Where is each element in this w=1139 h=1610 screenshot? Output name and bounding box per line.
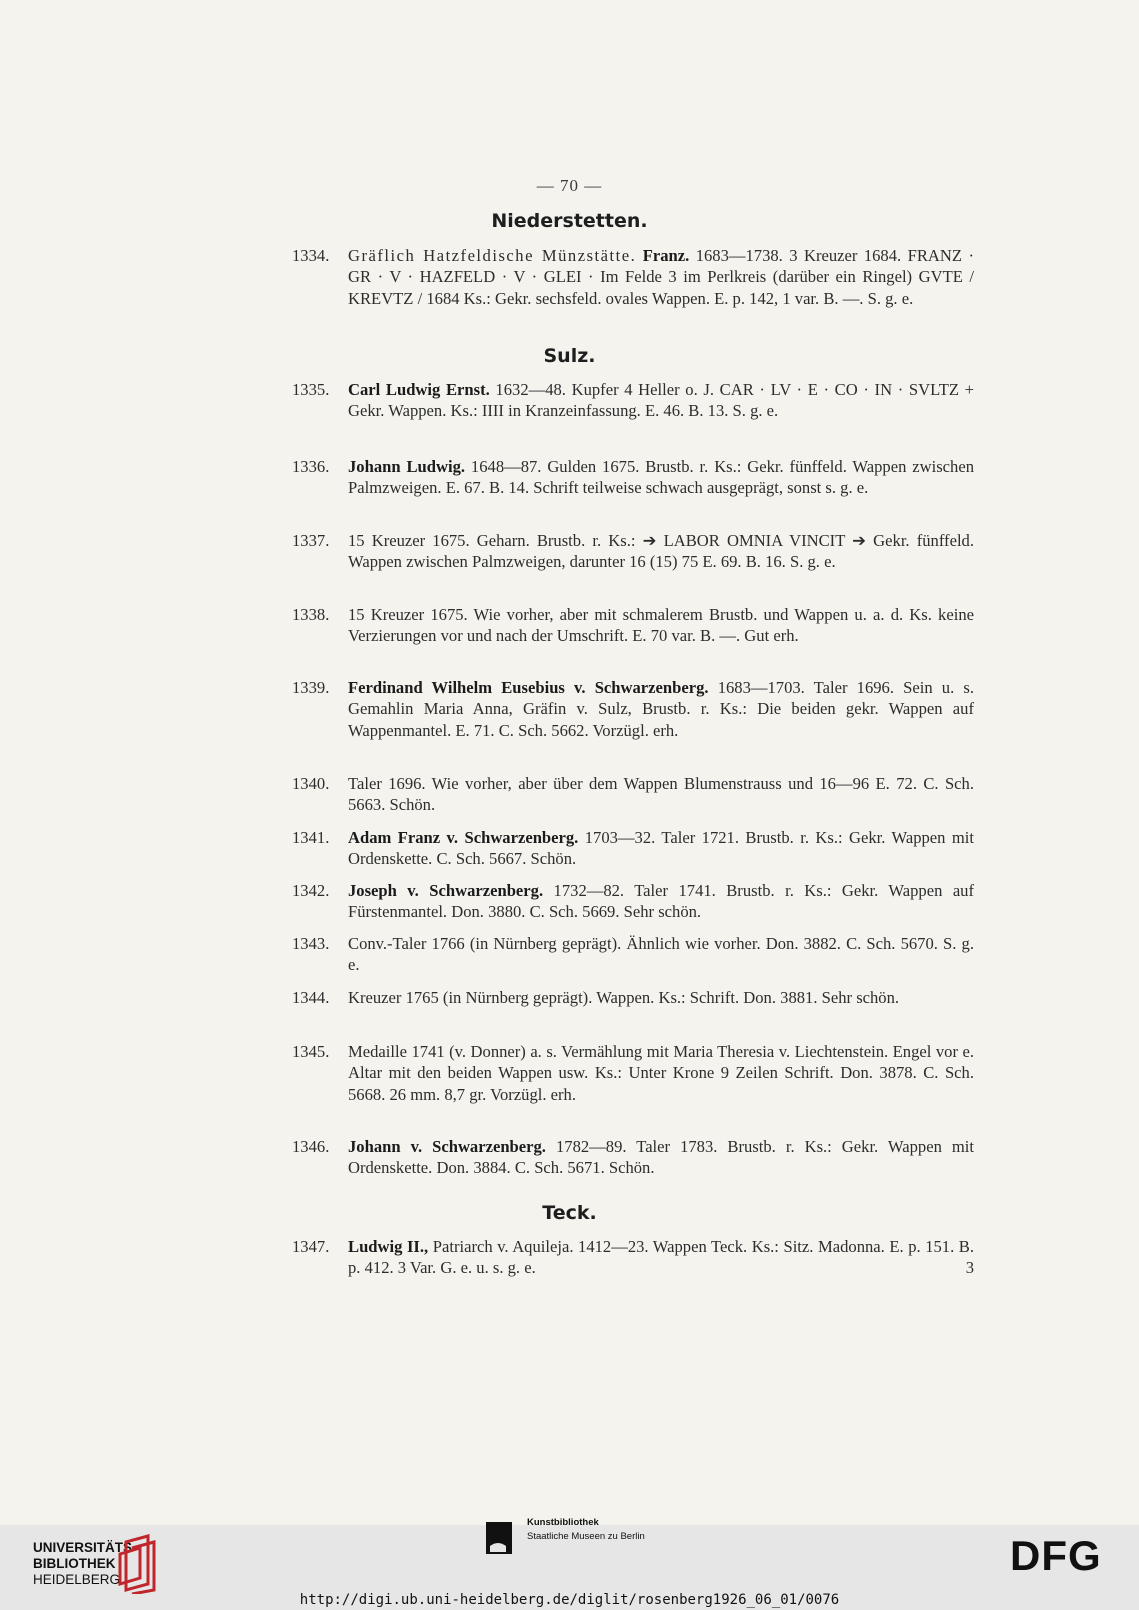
entry-number: 1342. xyxy=(292,881,330,900)
kb-line-2: Staatliche Museen zu Berlin xyxy=(527,1531,645,1542)
ub-line-3: HEIDELBERG xyxy=(33,1572,121,1587)
section-heading-sulz: Sulz. xyxy=(543,345,596,367)
entry-description: 1632—48. Kupfer 4 Heller o. J. CAR · LV · E · CO · IN · SVLTZ + Gekr. Wappen. Ks.: IIII in Kranzeinfassung. E. 46. B. 13. S. g. e. xyxy=(348,380,974,421)
entry-ruler: Johann Ludwig. xyxy=(348,457,466,476)
ub-line-1: UNIVERSITÄTS- xyxy=(33,1540,137,1555)
entry-number: 1346. xyxy=(292,1137,330,1156)
dfg-logo: DFG xyxy=(1010,1532,1102,1579)
kunstbibliothek-text xyxy=(527,1516,645,1544)
entry-name: Gräflich Hatzfeldische Münzstätte. xyxy=(348,246,637,265)
catalog-entry-1339 xyxy=(292,677,974,741)
ub-line-2: BIBLIOTHEK xyxy=(33,1556,116,1571)
entry-plate-number: 3 xyxy=(965,1258,974,1278)
catalog-entry-1341 xyxy=(292,827,974,870)
catalog-entry-1346 xyxy=(292,1136,974,1179)
catalog-entry-1334 xyxy=(292,245,974,309)
entry-ruler: Adam Franz v. Schwarzenberg. xyxy=(348,828,579,847)
entry-number: 1340. xyxy=(292,774,330,793)
catalog-entry-1335 xyxy=(292,379,974,422)
entry-ruler: Ludwig II., xyxy=(348,1237,429,1256)
entry-number: 1341. xyxy=(292,828,330,847)
section-heading-teck: Teck. xyxy=(542,1202,597,1224)
entry-number: 1334. xyxy=(292,246,330,265)
entry-number: 1343. xyxy=(292,934,330,953)
entry-number: 1345. xyxy=(292,1042,330,1061)
entry-ruler: Franz. xyxy=(642,246,690,265)
page-number: — 70 — xyxy=(536,176,603,195)
kb-line-1: Kunstbibliothek xyxy=(527,1517,599,1528)
entry-ruler: Johann v. Schwarzenberg. xyxy=(348,1137,546,1156)
entry-description: Taler 1696. Wie vorher, aber über dem Wappen Blumenstrauss und 16—96 E. 72. C. Sch. 5663. Schön. xyxy=(348,774,974,815)
permalink-url[interactable]: http://digi.ub.uni-heidelberg.de/diglit/rosenberg1926_06_01/0076 xyxy=(299,1592,840,1608)
section-heading-niederstetten: Niederstetten. xyxy=(491,210,648,232)
entry-number: 1336. xyxy=(292,457,330,476)
entry-number: 1338. xyxy=(292,605,330,624)
entry-number: 1347. xyxy=(292,1237,330,1256)
entry-description: 1648—87. Gulden 1675. Brustb. r. Ks.: Gekr. fünffeld. Wappen zwischen Palmzweigen. E. 67. B. 14. Schrift teilweise schwach ausgeprägt, sonst s. g. e. xyxy=(348,457,975,498)
entry-description: 1683—1738. 3 Kreuzer 1684. FRANZ · GR · V · HAZFELD · V · GLEI · Im Felde 3 im Perlkreis (darüber ein Ringel) GVTE / KREVTZ / 1684 Ks.: Gekr. sechsfeld. ovales Wappen. E. p. 142, 1 var. B. —. S. g. e. xyxy=(348,246,974,308)
catalog-entry-1347 xyxy=(292,1236,974,1279)
kunstbibliothek-logo-icon xyxy=(484,1518,520,1558)
catalog-entry-1338 xyxy=(292,604,974,647)
entry-description: 15 Kreuzer 1675. Wie vorher, aber mit schmalerem Brustb. und Wappen u. a. d. Ks. keine Verzierungen vor und nach der Umschrift. E. 70 var. B. —. Gut erh. xyxy=(348,605,974,646)
entry-description: 15 Kreuzer 1675. Geharn. Brustb. r. Ks.: ➔ LABOR OMNIA VINCIT ➔ Gekr. fünffeld. Wappen zwischen Palmzweigen, darunter 16 (15) 75 E. 69. B. 16. S. g. e. xyxy=(348,531,974,572)
entry-ruler: Joseph v. Schwarzenberg. xyxy=(348,881,544,900)
entry-number: 1339. xyxy=(292,678,330,697)
catalog-entry-1344 xyxy=(292,987,974,1008)
entry-ruler: Ferdinand Wilhelm Eusebius v. Schwarzenberg. xyxy=(348,678,709,697)
catalog-entry-1337 xyxy=(292,530,974,573)
catalog-entry-1336 xyxy=(292,456,974,499)
entry-description: Conv.-Taler 1766 (in Nürnberg geprägt). Ähnlich wie vorher. Don. 3882. C. Sch. 5670. S. g. e. xyxy=(348,934,974,975)
catalog-entry-1342 xyxy=(292,880,974,923)
entry-description: 1683—1703. Taler 1696. Sein u. s. Gemahlin Maria Anna, Gräfin v. Sulz, Brustb. r. Ks.: Die beiden gekr. Wappen auf Wappenmantel. E. 71. C. Sch. 5662. Vorzügl. erh. xyxy=(348,678,975,740)
entry-number: 1344. xyxy=(292,988,330,1007)
ub-heidelberg-logo-icon xyxy=(118,1534,160,1594)
entry-description: Medaille 1741 (v. Donner) a. s. Vermählung mit Maria Theresia v. Liechtenstein. Engel vor e. Altar mit den beiden Wappen usw. Ks.: Unter Krone 9 Zeilen Schrift. Don. 3878. C. Sch. 5668. 26 mm. 8,7 gr. Vorzügl. erh. xyxy=(348,1042,974,1104)
entry-description: Patriarch v. Aquileja. 1412—23. Wappen Teck. Ks.: Sitz. Madonna. E. p. 151. B. p. 412. 3 Var. G. e. u. s. g. e. xyxy=(348,1237,974,1278)
entry-number: 1335. xyxy=(292,380,330,399)
entry-number: 1337. xyxy=(292,531,330,550)
entry-ruler: Carl Ludwig Ernst. xyxy=(348,380,490,399)
catalog-entry-1345 xyxy=(292,1041,974,1105)
entry-description: Kreuzer 1765 (in Nürnberg geprägt). Wappen. Ks.: Schrift. Don. 3881. Sehr schön. xyxy=(348,988,900,1007)
entry-description: 1732—82. Taler 1741. Brustb. r. Ks.: Gekr. Wappen auf Fürstenmantel. Don. 3880. C. Sch. 5669. Sehr schön. xyxy=(348,881,975,922)
entry-description: 1782—89. Taler 1783. Brustb. r. Ks.: Gekr. Wappen mit Ordenskette. Don. 3884. C. Sch. 5671. Schön. xyxy=(348,1137,975,1178)
entry-description: 1703—32. Taler 1721. Brustb. r. Ks.: Gekr. Wappen mit Ordenskette. C. Sch. 5667. Schön. xyxy=(348,828,975,869)
catalog-entry-1343 xyxy=(292,933,974,976)
catalog-entry-1340 xyxy=(292,773,974,816)
